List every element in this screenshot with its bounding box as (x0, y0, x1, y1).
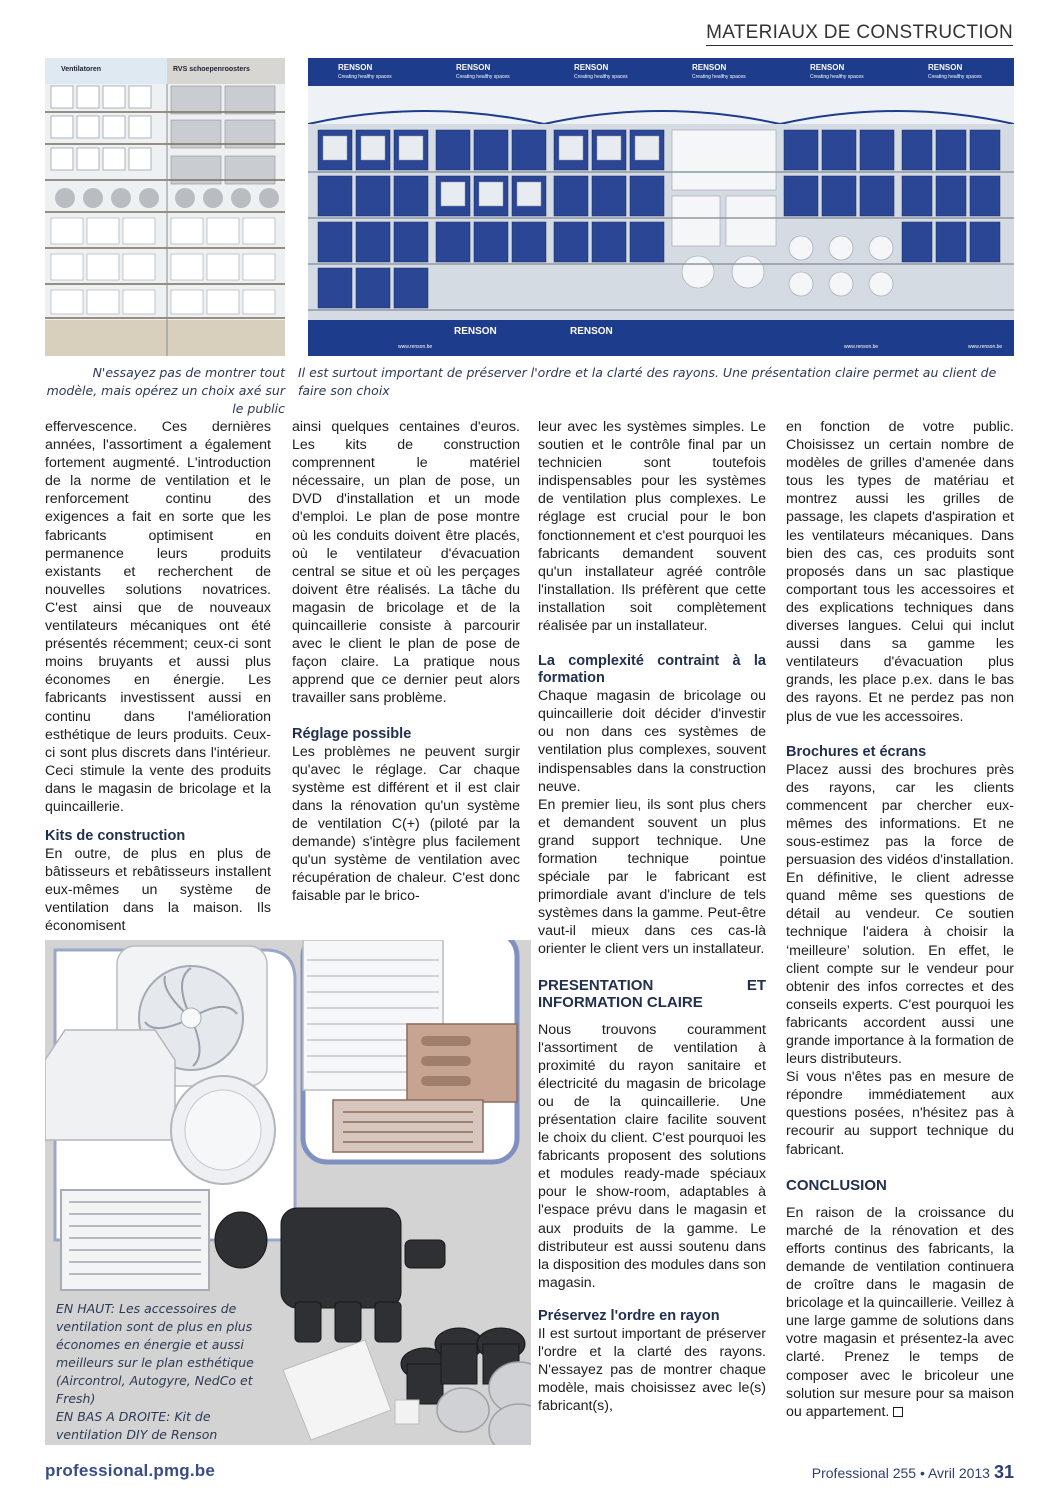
paragraph: En outre, de plus en plus de bâtisseurs et rebâtisseurs installent eux-mêmes un système de ventilation dans la maison. Ils économisent (45, 846, 271, 935)
article-column-1 (45, 418, 271, 936)
shelf-label-rvs: RVS schoepenroosters (173, 66, 250, 73)
paragraph: effervescence. Ces dernières années, l'assortiment a également fortement augmenté. L'introduction de la norme de ventilation et le renforcement continu des exigences a fait en sorte que les fabricants optimisent en permanence leurs produits existants et recherchent de nouvelles solutions novatrices. C'est ainsi que de nouveaux ventilateurs mécaniques ont été présentés récemment; ceux-ci sont moins bruyants et aussi plus économes en énergie. Les fabricants investissent aussi en continu dans l'amélioration esthétique de leurs produits. Ceux-ci sont plus discrets dans l'intérieur. Ceci stimule la vente des produits dans le magasin de bricolage et la quincaillerie. (45, 419, 271, 815)
article-column-4 (786, 418, 1014, 1421)
subheading-complexite: La complexité contraint à la formation (538, 653, 766, 687)
page-number: 31 (993, 1462, 1014, 1482)
photo-renson-display (308, 58, 1014, 356)
brand-tagline-2: Creating healthy spaces (456, 74, 510, 80)
paragraph: en fonction de votre public. Choisissez un certain nombre de modèles de grilles d'amenée dans tous les types de matériau et montrez aussi les grilles de passage, les clapets d'aspiration et les ventilateurs mécaniques. Dans bien des cas, ces produits sont proposés dans un sac plastique comportant tous les accessoires et des explications techniques dans diverses langues. Celui qui inclut aussi dans sa gamme les ventilateurs d'évacuation plus grands, les place p.ex. dans le bas des rayons. Et ne perdez pas non plus de vue les accessoires. (786, 419, 1014, 725)
paragraph: En premier lieu, ils sont plus chers et demandent souvent un plus grand support technique. Une formation technique pointue spéciale par le fabricant est primordiale avant d'inclure de tels systèmes dans la gamme. Peut-être vaut-il mieux dans ces cas-là orienter le client vers un installateur. (538, 796, 766, 958)
brand-logo-base-1: RENSON (454, 326, 497, 337)
subheading-ordre: Préservez l'ordre en rayon (538, 1307, 720, 1324)
brand-logo-2: RENSON (456, 63, 491, 72)
section-title: MATERIAUX DE CONSTRUCTION (706, 22, 1013, 46)
brand-logo-6: RENSON (928, 63, 963, 72)
photo-fan-display (45, 58, 285, 356)
heading-conclusion: CONCLUSION (786, 1176, 887, 1194)
brand-tagline-4: Creating healthy spaces (692, 74, 746, 80)
brand-logo-5: RENSON (810, 63, 845, 72)
article-column-2 (292, 418, 520, 905)
issue-info: Professional 255 • Avril 2013 (811, 1465, 990, 1481)
brand-logo-3: RENSON (574, 63, 609, 72)
subheading-brochures: Brochures et écrans (786, 743, 927, 760)
article-column-3 (538, 418, 766, 1415)
caption-right-photo: Il est surtout important de préserver l'ordre et la clarté des rayons. Une présentation claire permet au client de faire son choix (298, 365, 997, 398)
subheading-kits: Kits de construction (45, 828, 186, 845)
brand-tagline-1: Creating healthy spaces (338, 74, 392, 80)
caption-products (56, 1300, 256, 1444)
fan-display-illustration (45, 58, 285, 356)
paragraph: Placez aussi des brochures près des rayons, car les clients commencent par chercher eux-mêmes des informations. Et ne sous-estimez pas la force de persuasion des vidéos d'installation. En définitive, le client adresse quand même ses questions de détail au vendeur. Ce soutien technique l'aidera à choisir la ‘meilleure’ solution. En effet, le client compte sur le vendeur pour obtenir des infos correctes et des conseils experts. C'est pourquoi les fabricants accordent aussi une grande importance à la formation de leurs distributeurs. (786, 761, 1014, 1068)
paragraph: Nous trouvons couramment l'assortiment de ventilation à proximité du rayon sanitaire et électricité du magasin de bricolage ou de la quincaillerie. Une présentation claire facilite souvent le choix du client. C'est pourquoi les fabricants proposent des solutions et modules ready-made spéciaux pour le show-room, adaptables à l'espace prévu dans le magasin et aux produits de la gamme. Le distributeur est aussi soutenu dans la disposition des modules dans son magasin. (538, 1021, 766, 1291)
renson-display-illustration (308, 58, 1014, 356)
paragraph: Chaque magasin de bricolage ou quincaillerie doit décider d'investir ou non dans ces systèmes de ventilation plus complexes, souvent indispensables dans la construction neuve. (538, 688, 766, 795)
brand-logo-base-2: RENSON (570, 326, 613, 337)
paragraph (786, 1204, 1014, 1421)
subheading-reglage: Réglage possible (292, 725, 412, 742)
heading-presentation: PRESENTATION ET INFORMATION CLAIRE (538, 976, 766, 1011)
caption-left-photo: N'essayez pas de montrer tout modèle, mais opérez un choix axé sur le public (46, 365, 285, 416)
caption-products-top: EN HAUT: Les accessoires de ventilation sont de plus en plus économes en énergie et aussi meilleurs sur le plan esthétique (Aircontrol, Autogyre, NedCo et Fresh) (56, 1301, 254, 1406)
shelf-label-ventilatoren: Ventilatoren (61, 66, 102, 73)
caption-products-bottom: EN BAS A DROITE: Kit de ventilation DIY de Renson (56, 1409, 218, 1442)
brand-web-2: www.renson.be (844, 344, 879, 350)
paragraph: Les problèmes ne peuvent surgir qu'avec le réglage. Car chaque système est différent et il est clair dans la rénovation qu'un système de ventilation C(+) (piloté par la demande) s'intègre plus facilement qu'un système de ventilation avec récupération de chaleur. C'est donc faisable par le brico- (292, 743, 520, 905)
paragraph: ainsi quelques centaines d'euros. Les kits de construction comprennent le matériel nécessaire, un plan de pose, un DVD d'installation et un mode d'emploi. Le plan de pose montre où les conduits doivent être placés, où le ventilateur d'évacuation central se situe et où les perçages doivent être réalisés. La tâche du magasin de bricolage et de la quincaillerie consiste à parcourir avec le client le plan de pose de façon claire. La pratique nous apprend que ce dernier peut alors travailler sans problème. (292, 419, 520, 707)
brand-web-1: www.renson.be (398, 344, 433, 350)
brand-web-3: www.renson.be (968, 344, 1003, 350)
footer-website-link[interactable]: professional.pmg.be (45, 1461, 216, 1480)
brand-logo-4: RENSON (692, 63, 727, 72)
brand-tagline-6: Creating healthy spaces (928, 74, 982, 80)
paragraph: Il est surtout important de préserver l'ordre et la clarté des rayons. N'essayez pas de montrer chaque modèle, mais choisissez avec le(s) fabricant(s), (538, 1325, 766, 1415)
end-mark-icon (893, 1407, 903, 1417)
footer-issue (812, 1462, 1014, 1483)
paragraph: Si vous n'êtes pas en mesure de répondre immédiatement aux questions posées, n'hésitez pas à recourir au support technique du fabricant. (786, 1069, 1014, 1158)
brand-tagline-3: Creating healthy spaces (574, 74, 628, 80)
conclusion-text: En raison de la croissance du marché de la rénovation et des efforts continus des fabricants, la demande de ventilation continuera de croître dans le magasin de bricolage et la quincaillerie. Veillez à une large gamme de solutions dans votre magasin et présentez-la avec clarté. Prenez le temps de composer avec le bricoleur une solution sur mesure pour sa maison ou appartement. (786, 1204, 1014, 1420)
brand-logo-1: RENSON (338, 63, 373, 72)
brand-tagline-5: Creating healthy spaces (810, 74, 864, 80)
paragraph: leur avec les systèmes simples. Le soutien et le contrôle final par un technicien sont toutefois indispensables pour les systèmes de ventilation plus complexes. Le réglage est crucial pour le bon fonctionnement et c'est pourquoi les fabricants demandent souvent qu'un installateur agréé contrôle l'installation. Ils préfèrent que cette installation soit complètement réalisée par un installateur. (538, 419, 766, 635)
